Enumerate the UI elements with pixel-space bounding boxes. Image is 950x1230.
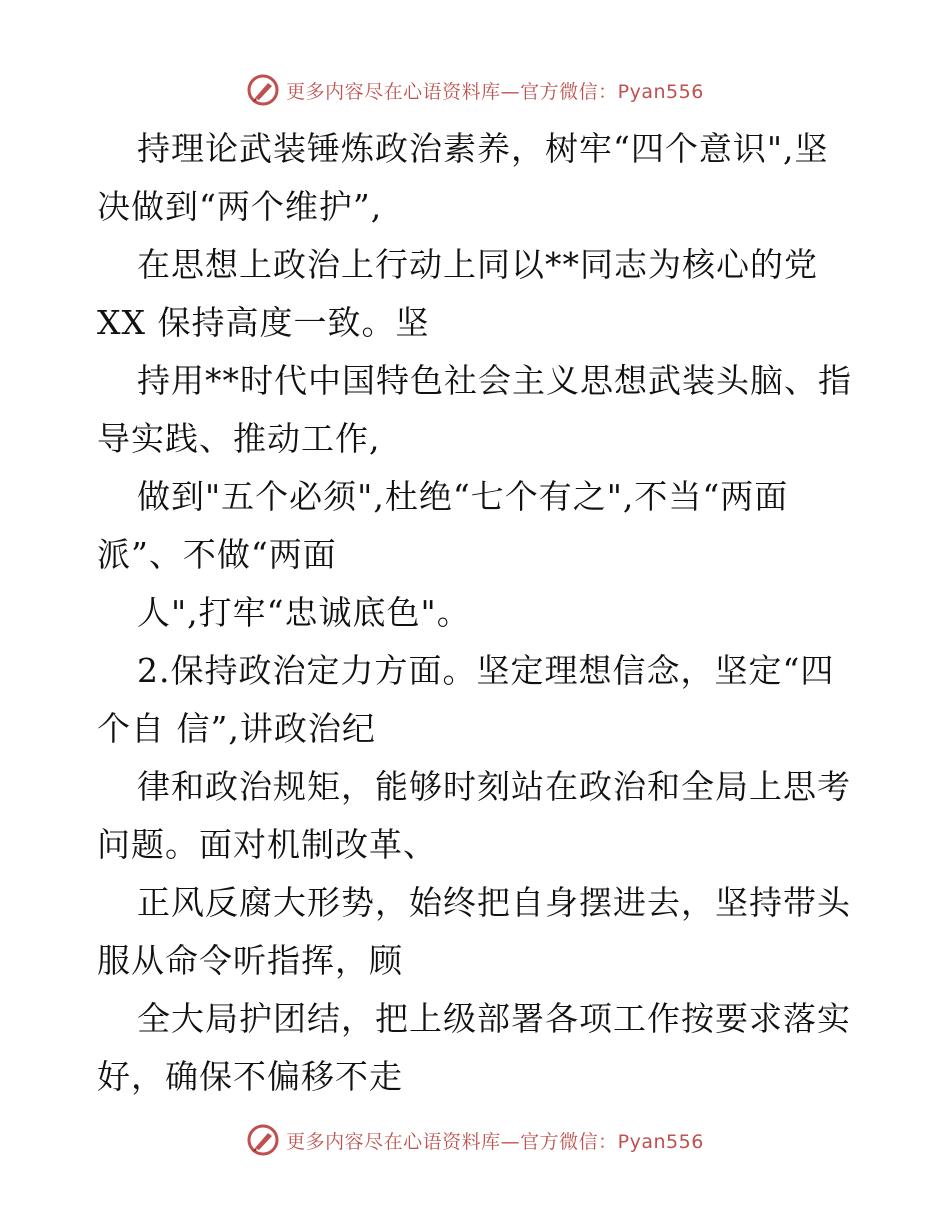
body-line: 决做到“两个维护”, [97,187,383,226]
body-line: 好，确保不偏移不走 [97,1057,403,1096]
pen-logo-icon [246,1123,280,1157]
pen-logo-icon [246,73,280,107]
watermark-text: 更多内容尽在心语资料库—官方微信：Pyan556 [286,1130,704,1153]
footer-watermark [0,1120,950,1160]
body-line: 派”、不做“两面 [97,535,337,574]
body-line: 持理论武装锤炼政治素养，树牢“四个意识",坚 [137,129,829,168]
body-line: 正风反腐大形势，始终把自身摆进去，坚持带头 [137,883,851,922]
body-line: 2.保持政治定力方面。坚定理想信念，坚定“四 [137,651,835,690]
body-line: 个自 信”,讲政治纪 [97,709,376,748]
body-line: 持用**时代中国特色社会主义思想武装头脑、指 [137,361,852,400]
body-line: XX 保持高度一致。坚 [97,303,430,342]
body-line: 问题。面对机制改革、 [97,825,437,864]
body-line: 在思想上政治上行动上同以**同志为核心的党 [137,245,818,284]
header-watermark [0,70,950,110]
body-line: 导实践、推动工作, [97,419,381,458]
body-line: 全大局护团结，把上级部署各项工作按要求落实 [137,999,851,1038]
body-line: 服从命令听指挥，顾 [97,941,403,980]
body-line: 律和政治规矩，能够时刻站在政治和全局上思考 [137,767,851,806]
document-body [97,120,857,1106]
body-line: 做到"五个必须",杜绝“七个有之",不当“两面 [137,477,789,516]
body-line: 人",打牢“忠诚底色"。 [137,593,471,632]
watermark-text: 更多内容尽在心语资料库—官方微信：Pyan556 [286,80,704,103]
